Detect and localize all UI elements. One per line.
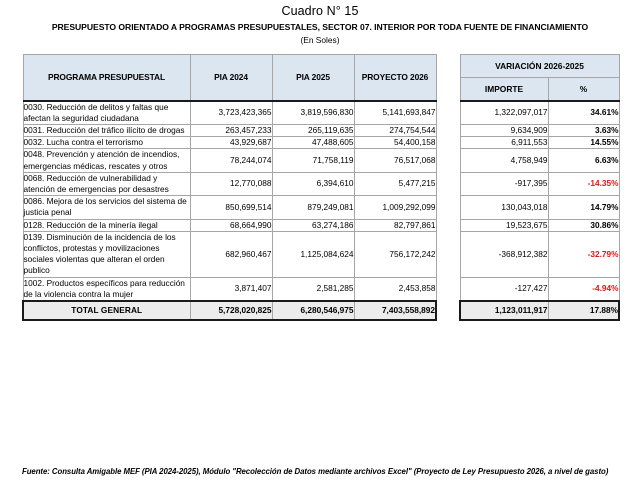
table-row — [460, 137, 619, 149]
table-row — [460, 196, 619, 219]
cell-porcentaje: -14.35% — [548, 172, 619, 195]
cell-importe: 130,043,018 — [460, 196, 548, 219]
cell-porcentaje: 14.55% — [548, 137, 619, 149]
col-header-variacion: VARIACIÓN 2026-2025 — [460, 55, 619, 78]
cell-total-proyecto-2026: 7,403,558,892 — [354, 301, 436, 320]
cell-importe: 6,911,553 — [460, 137, 548, 149]
cell-pia-2025: 1,125,084,624 — [272, 231, 354, 277]
cell-programa: 0048. Prevención y atención de incendios, emergencias médicas, rescates y otros — [23, 149, 190, 172]
cell-proyecto-2026: 274,754,544 — [354, 124, 436, 136]
cell-pia-2025: 265,119,635 — [272, 124, 354, 136]
table-row — [23, 137, 436, 149]
col-header-porcentaje: % — [548, 78, 619, 101]
col-header-programa: PROGRAMA PRESUPUESTAL — [23, 55, 190, 101]
table-row — [460, 149, 619, 172]
table-row — [23, 172, 436, 195]
table-row — [23, 277, 436, 301]
cell-pia-2025: 879,249,081 — [272, 196, 354, 219]
cell-total-porcentaje: 17.88% — [548, 301, 619, 320]
cell-pia-2025: 3,819,596,830 — [272, 101, 354, 125]
cell-pia-2024: 850,699,514 — [190, 196, 272, 219]
cell-pia-2025: 6,394,610 — [272, 172, 354, 195]
cell-total-importe: 1,123,011,917 — [460, 301, 548, 320]
cell-programa: 0068. Reducción de vulnerabilidad y atención de emergencias por desastres — [23, 172, 190, 195]
cell-proyecto-2026: 5,141,693,847 — [354, 101, 436, 125]
cell-pia-2025: 2,581,285 — [272, 277, 354, 301]
cell-pia-2025: 47,488,605 — [272, 137, 354, 149]
table-header-row — [23, 55, 436, 101]
cell-pia-2025: 63,274,186 — [272, 219, 354, 231]
cell-porcentaje: 30.86% — [548, 219, 619, 231]
table-row — [23, 231, 436, 277]
cell-programa: 0032. Lucha contra el terrorismo — [23, 137, 190, 149]
cell-porcentaje: -4.94% — [548, 277, 619, 301]
table-header-row-sub — [460, 78, 619, 101]
cell-importe: 19,523,675 — [460, 219, 548, 231]
budget-table-main-head — [23, 55, 436, 101]
cell-importe: -368,912,382 — [460, 231, 548, 277]
budget-table-main-body — [23, 101, 436, 321]
cell-pia-2024: 68,664,990 — [190, 219, 272, 231]
cell-proyecto-2026: 756,172,242 — [354, 231, 436, 277]
cell-programa: 0030. Reducción de delitos y faltas que afectan la seguridad ciudadana — [23, 101, 190, 125]
cell-porcentaje: 6.63% — [548, 149, 619, 172]
table-row — [460, 124, 619, 136]
cell-proyecto-2026: 76,517,068 — [354, 149, 436, 172]
col-header-pia-2024: PIA 2024 — [190, 55, 272, 101]
table-row — [23, 101, 436, 125]
col-header-importe: IMPORTE — [460, 78, 548, 101]
table-row — [23, 124, 436, 136]
cell-porcentaje: 14.79% — [548, 196, 619, 219]
cell-pia-2024: 78,244,074 — [190, 149, 272, 172]
cell-porcentaje: -32.79% — [548, 231, 619, 277]
table-row — [23, 219, 436, 231]
budget-table-variation — [459, 54, 620, 321]
table-main-title: PRESUPUESTO ORIENTADO A PROGRAMAS PRESUPUESTALES, SECTOR 07. INTERIOR POR TODA FUENTE DE FINANCIAMIENTO — [51, 22, 589, 32]
cell-programa: 0031. Reducción del tráfico ilícito de drogas — [23, 124, 190, 136]
table-row — [460, 219, 619, 231]
cell-pia-2024: 263,457,233 — [190, 124, 272, 136]
cell-proyecto-2026: 82,797,861 — [354, 219, 436, 231]
table-number-title: Cuadro N° 15 — [281, 4, 359, 18]
cell-pia-2024: 3,871,407 — [190, 277, 272, 301]
cell-total-pia-2024: 5,728,020,825 — [190, 301, 272, 320]
col-header-proyecto-2026: PROYECTO 2026 — [354, 55, 436, 101]
cell-porcentaje: 34.61% — [548, 101, 619, 125]
cell-importe: -127,427 — [460, 277, 548, 301]
cell-importe: 4,758,949 — [460, 149, 548, 172]
cell-proyecto-2026: 54,400,158 — [354, 137, 436, 149]
cell-importe: 1,322,097,017 — [460, 101, 548, 125]
cell-proyecto-2026: 5,477,215 — [354, 172, 436, 195]
cell-proyecto-2026: 1,009,292,099 — [354, 196, 436, 219]
cell-pia-2025: 71,758,119 — [272, 149, 354, 172]
table-header-row-group — [460, 55, 619, 78]
table-row — [460, 101, 619, 125]
cell-porcentaje: 3.63% — [548, 124, 619, 136]
budget-table-variation-body — [460, 101, 619, 321]
table-total-row — [23, 301, 436, 320]
source-note: Fuente: Consulta Amigable MEF (PIA 2024-2025), Módulo "Recolección de Datos mediante archivos Excel" (Proyecto de Ley Presupuesto 2026, a nivel de gasto) — [22, 467, 609, 476]
cell-pia-2024: 3,723,423,365 — [190, 101, 272, 125]
table-row — [460, 231, 619, 277]
col-header-pia-2025: PIA 2025 — [272, 55, 354, 101]
table-units-label: (En Soles) — [300, 35, 340, 45]
cell-proyecto-2026: 2,453,858 — [354, 277, 436, 301]
cell-programa: 0128. Reducción de la minería ilegal — [23, 219, 190, 231]
table-row — [460, 277, 619, 301]
cell-programa: 1002. Productos específicos para reducción de la violencia contra la mujer — [23, 277, 190, 301]
cell-importe: -917,395 — [460, 172, 548, 195]
cell-pia-2024: 43,929,687 — [190, 137, 272, 149]
table-row — [23, 149, 436, 172]
budget-table-variation-head — [460, 55, 619, 101]
cell-total-label: TOTAL GENERAL — [23, 301, 190, 320]
table-row — [460, 172, 619, 195]
cell-importe: 9,634,909 — [460, 124, 548, 136]
cell-programa: 0086. Mejora de los servicios del sistema de justicia penal — [23, 196, 190, 219]
document-titles — [0, 0, 640, 46]
cell-pia-2024: 12,770,088 — [190, 172, 272, 195]
table-row — [23, 196, 436, 219]
cell-programa: 0139. Disminución de la incidencia de los conflictos, protestas y movilizaciones sociales violentas que alteran el orden publico — [23, 231, 190, 277]
cell-total-pia-2025: 6,280,546,975 — [272, 301, 354, 320]
table-total-row — [460, 301, 619, 320]
cell-pia-2024: 682,960,467 — [190, 231, 272, 277]
budget-table-main — [22, 54, 437, 321]
